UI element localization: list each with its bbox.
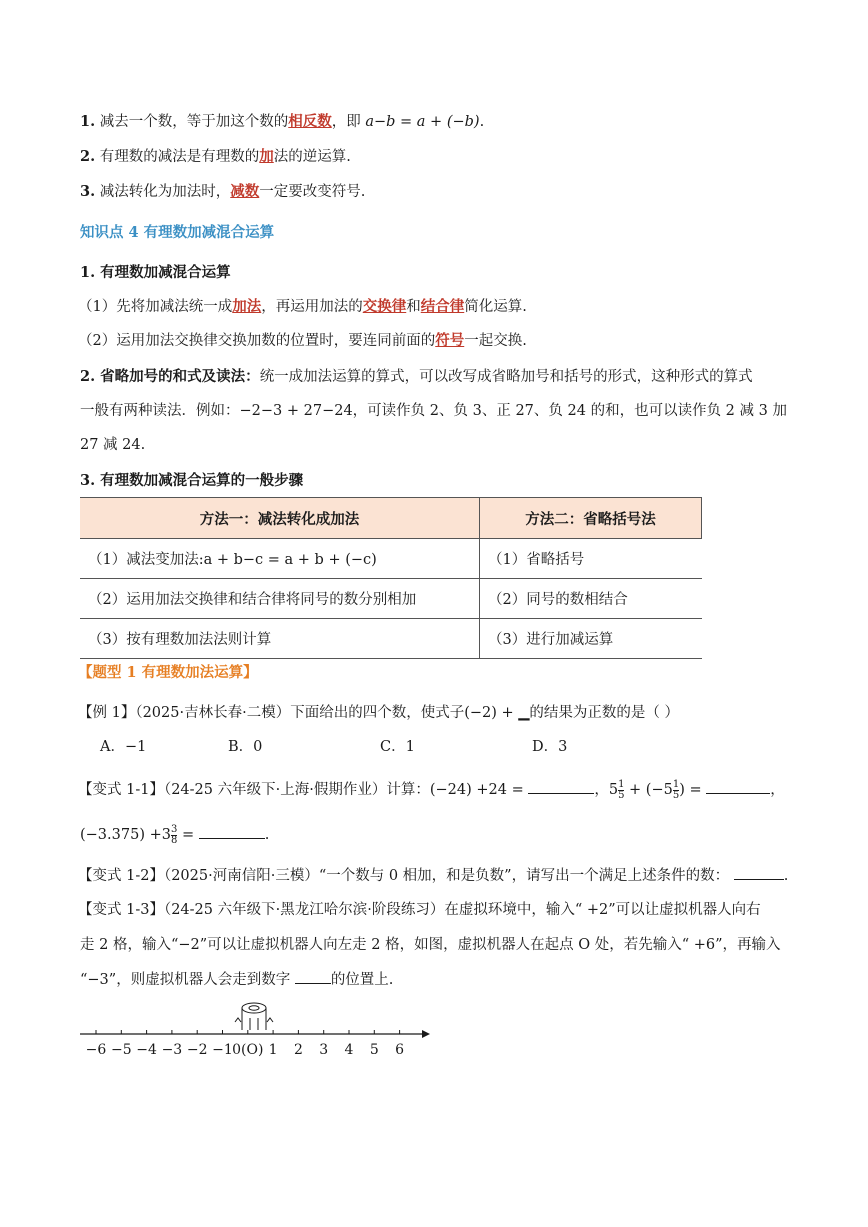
text: ， <box>594 782 609 798</box>
options-row <box>100 737 567 757</box>
text: = <box>177 827 195 843</box>
formula: a−b = a + (−b) <box>365 114 480 130</box>
variant-1-2 <box>78 865 788 886</box>
option-c: C．1 <box>380 739 415 755</box>
text: + (−5 <box>624 782 673 798</box>
tick-label: −1 <box>212 1042 233 1058</box>
key-term: 结合律 <box>420 298 465 315</box>
table-cell: （2）同号的数相结合 <box>480 579 702 619</box>
tick-label: 2 <box>293 1042 303 1058</box>
text: . <box>783 868 789 884</box>
rule-text: 有理数的减法是有理数的 <box>99 149 260 165</box>
example-1: 【例 1】（2025·吉林长春·二模）下面给出的四个数，使式子(−2) + ▁的结果为正数的是（ ） <box>78 705 680 721</box>
text: 【变式 1-1】（24-25 六年级下·上海·假期作业）计算：(−24) +24 = <box>78 782 524 798</box>
bold-lead: 2. 省略加号的和式及读法： <box>80 368 260 385</box>
variant-1-3-line-1: 【变式 1-3】（24-25 六年级下·黑龙江哈尔滨·阶段练习）在虚拟环境中，输入“ +2”可以让虚拟机器人向右 <box>78 902 761 918</box>
key-term: 符号 <box>435 332 465 349</box>
text: (−3.375) +3 <box>80 827 171 843</box>
rule-3 <box>80 182 365 202</box>
key-term: 交换律 <box>362 298 407 315</box>
numerator: 3 <box>170 823 178 835</box>
section-heading-1: 1. 有理数加减混合运算 <box>80 264 231 281</box>
text: . <box>264 827 270 843</box>
paragraph-3-line-1 <box>80 367 753 387</box>
rule-text: 一定要改变符号. <box>259 184 366 200</box>
rule-number: 1. <box>80 113 96 130</box>
rule-number: 3. <box>80 183 96 200</box>
text: ，再运用加法的 <box>261 299 363 315</box>
rule-number: 2. <box>80 148 96 165</box>
table-header: 方法一：减法转化成加法 <box>80 498 480 539</box>
numerator: 1 <box>672 778 680 790</box>
option-d: D．3 <box>532 739 568 755</box>
rule-text: ，即 <box>331 114 366 130</box>
paragraph-3-line-3: 27 减 24. <box>80 437 146 453</box>
tick-label: 4 <box>344 1042 354 1058</box>
table-cell: （1）省略括号 <box>480 539 702 579</box>
text: ) = <box>679 782 702 798</box>
variant-1-1 <box>78 779 785 801</box>
tick-label: 3 <box>319 1042 329 1058</box>
table-cell: （2）运用加法交换律和结合律将同号的数分别相加 <box>80 579 480 619</box>
key-term: 相反数 <box>288 113 332 130</box>
option-a: A．−1 <box>100 739 147 755</box>
table-cell: （3）按有理数加法法则计算 <box>80 619 480 659</box>
rule-2 <box>80 147 351 167</box>
tick-label: 0(O) <box>232 1042 264 1058</box>
text: 5 <box>608 782 619 798</box>
paragraph-3-line-2: 一般有两种读法．例如：−2−3 + 27−24，可读作负 2、负 3、正 27、负 24 的和，也可以读作负 2 减 3 加 <box>80 403 787 419</box>
tick-label: −5 <box>110 1042 132 1058</box>
text: 一起交换. <box>464 333 527 349</box>
rule-text: 法的逆运算. <box>273 149 351 165</box>
paragraph-2 <box>78 331 527 351</box>
table-row <box>80 539 702 579</box>
text: 的位置上. <box>330 972 394 988</box>
section-heading-3: 3. 有理数加减混合运算的一般步骤 <box>80 472 304 489</box>
option-b: B．0 <box>228 739 263 755</box>
number-line <box>76 1000 436 1062</box>
section-title: 知识点 4 有理数加减混合运算 <box>80 224 275 241</box>
table-row <box>80 619 702 659</box>
answer-blank[interactable] <box>528 779 594 794</box>
numerator: 1 <box>618 778 625 790</box>
key-term: 加法 <box>232 298 262 315</box>
key-term: 加 <box>259 148 274 165</box>
robot-icon <box>235 1003 273 1030</box>
text: 统一成加法运算的算式，可以改写成省略加号和括号的形式，这种形式的算式 <box>259 369 753 385</box>
rule-text: . <box>479 114 485 130</box>
tick-label: −2 <box>186 1042 208 1058</box>
table-cell: （1）减法变加法:a + b−c = a + b + (−c) <box>80 539 480 579</box>
text: （2）运用加法交换律交换加数的位置时，要连同前面的 <box>78 333 436 349</box>
answer-blank[interactable] <box>734 865 784 880</box>
text: ， <box>770 782 785 798</box>
rule-text: 减法转化为加法时， <box>99 184 231 200</box>
tick-label: −6 <box>85 1042 107 1058</box>
tick-label: 1 <box>268 1042 278 1058</box>
denominator: 5 <box>618 789 625 801</box>
answer-blank[interactable] <box>706 779 770 794</box>
axis-arrow-icon <box>422 1030 430 1038</box>
variant-1-1-line-2 <box>80 824 269 846</box>
paragraph-1 <box>78 297 527 317</box>
tick-label: −4 <box>136 1042 157 1058</box>
text: 简化运算. <box>464 299 527 315</box>
table-header: 方法二：省略括号法 <box>480 498 702 539</box>
variant-1-3-line-2: 走 2 格，输入“−2”可以让虚拟机器人向左走 2 格，如图，虚拟机器人在起点 O 处，若先输入“ +6”，再输入 <box>80 937 781 953</box>
table-header-row <box>80 498 702 539</box>
text: “−3”，则虚拟机器人会走到数字 <box>80 972 291 988</box>
denominator: 5 <box>672 789 680 801</box>
text: 和 <box>406 299 421 315</box>
answer-blank[interactable] <box>295 969 331 984</box>
table-row <box>80 579 702 619</box>
text: 【变式 1-2】（2025·河南信阳·三模）“一个数与 0 相加，和是负数”，请写出一个满足上述条件的数： <box>78 868 730 884</box>
denominator: 8 <box>170 834 178 846</box>
rule-1 <box>80 112 484 132</box>
type-title: 【题型 1 有理数加法运算】 <box>78 664 258 681</box>
key-term: 减数 <box>230 183 260 200</box>
table-cell: （3）进行加减运算 <box>480 619 702 659</box>
steps-table <box>80 497 702 659</box>
rule-text: 减去一个数，等于加这个数的 <box>99 114 289 130</box>
tick-label: 5 <box>369 1042 379 1058</box>
variant-1-3-line-3 <box>80 969 393 990</box>
tick-label: −3 <box>161 1042 183 1058</box>
text: （1）先将加减法统一成 <box>78 299 233 315</box>
tick-label: 6 <box>395 1042 405 1058</box>
answer-blank[interactable] <box>199 824 265 839</box>
